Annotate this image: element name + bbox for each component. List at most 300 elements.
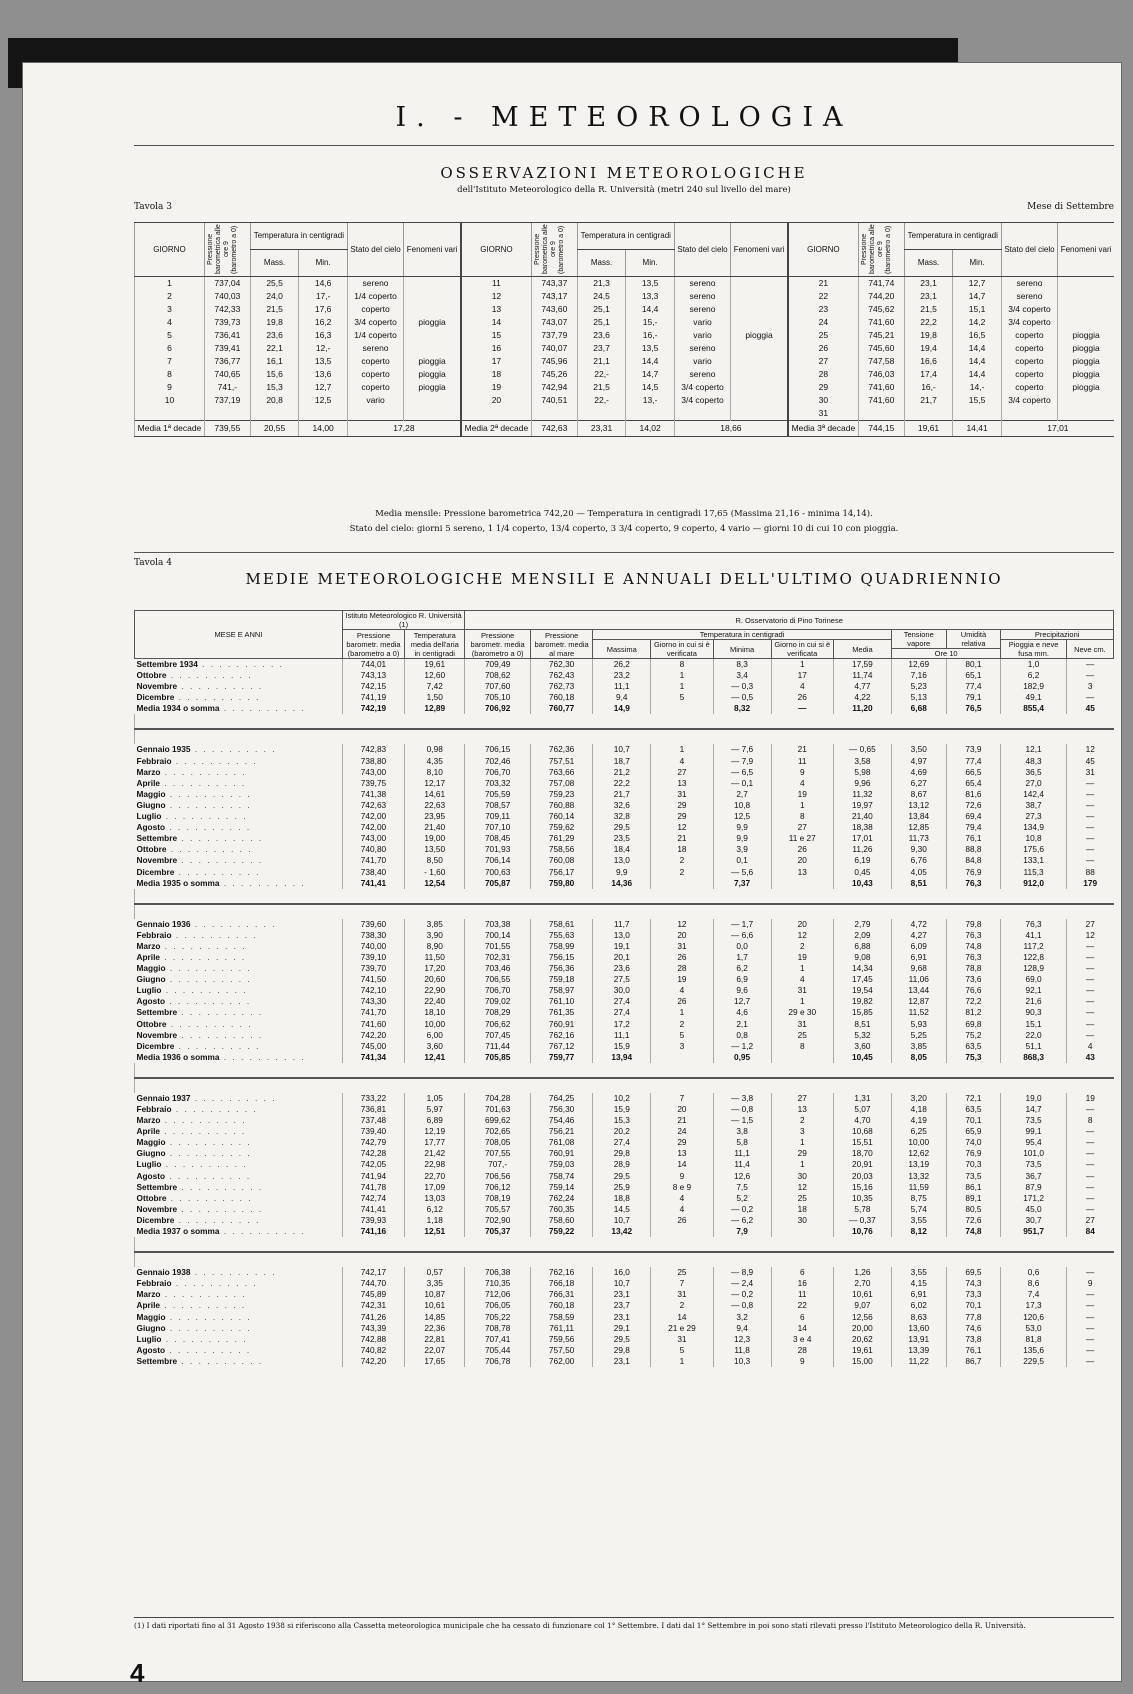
t4-cell: — bbox=[771, 703, 833, 714]
t4-cell: 758,74 bbox=[530, 1171, 592, 1182]
t4-cell: 3,85 bbox=[891, 1041, 946, 1052]
t3-row bbox=[135, 394, 1115, 407]
t4-cell: 8 bbox=[651, 659, 713, 671]
t4-cell: 31 bbox=[651, 1334, 713, 1345]
t4-cell: 703,46 bbox=[465, 963, 531, 974]
t4-row bbox=[135, 1193, 1114, 1204]
t4-month-cell bbox=[135, 800, 343, 811]
t3-avg-label: Media 2ª decade bbox=[461, 421, 531, 437]
t4-month-label: Dicembre bbox=[136, 1214, 175, 1225]
t4-cell: 758,56 bbox=[530, 844, 592, 855]
t4-cell: 142,4 bbox=[1001, 789, 1067, 800]
t3-cell: 14,4 bbox=[953, 342, 1002, 355]
t4-cell: 36,5 bbox=[1001, 767, 1067, 778]
t3-row bbox=[135, 342, 1115, 355]
t4-cell: 711,44 bbox=[465, 1041, 531, 1052]
t4-cell: 22 bbox=[771, 1300, 833, 1311]
t3-col-pressione bbox=[858, 223, 904, 277]
t4-cell: 759,03 bbox=[530, 1159, 592, 1170]
t4-month-cell bbox=[135, 1019, 343, 1030]
t4-cell: 1 bbox=[771, 800, 833, 811]
t4-cell: 11,7 bbox=[593, 919, 651, 930]
t4-month-cell bbox=[135, 1093, 343, 1104]
t4-cell: 2 bbox=[651, 1019, 713, 1030]
t4-month-label: Maggio bbox=[136, 788, 166, 799]
t4-cell: 761,08 bbox=[530, 1137, 592, 1148]
t4-month-cell bbox=[135, 941, 343, 952]
t4-group-separator bbox=[135, 714, 1114, 729]
t4-cell: — 0,2 bbox=[713, 1289, 771, 1300]
t4-leader-dots: . . . . . . . . . . bbox=[166, 1192, 253, 1203]
t4-cell: — 7,9 bbox=[713, 756, 771, 767]
t4-cell: 19 bbox=[651, 974, 713, 985]
t4-month-label: Maggio bbox=[136, 1311, 166, 1322]
t4-cell: 95,4 bbox=[1001, 1137, 1067, 1148]
t4-month-cell bbox=[135, 1226, 343, 1237]
t4-cell: 41,1 bbox=[1001, 930, 1067, 941]
t4-cell: 45 bbox=[1066, 703, 1113, 714]
table3-summary-1: Media mensile: Pressione barometrica 742,20 — Temperatura in centigradi 17,65 (Massima 21,16 - minima 14,14). bbox=[375, 509, 873, 519]
t3-cell: 745,60 bbox=[858, 342, 904, 355]
t3-cell: 745,21 bbox=[858, 329, 904, 342]
t4-cell: 4 bbox=[771, 974, 833, 985]
t4-cell: 6,27 bbox=[891, 778, 946, 789]
t4-cell: 4,27 bbox=[891, 930, 946, 941]
t4-cell: 4 bbox=[651, 1204, 713, 1215]
t4-cell: 706,56 bbox=[465, 1171, 531, 1182]
t4-leader-dots: . . . . . . . . . . bbox=[165, 1170, 252, 1181]
t4-month-cell bbox=[135, 1323, 343, 1334]
t4-cell: 21 bbox=[651, 1115, 713, 1126]
t4-cell: — bbox=[1066, 800, 1113, 811]
t3-cell: 25,1 bbox=[577, 303, 626, 316]
t3-cell: 9 bbox=[135, 381, 205, 394]
t3-avg-label: Media 3ª decade bbox=[788, 421, 858, 437]
t4-month-label: Ottobre bbox=[136, 844, 167, 855]
t4-month-label: Aprile bbox=[136, 1300, 161, 1311]
t4-cell: 8,67 bbox=[891, 789, 946, 800]
t4-cell: 9 bbox=[651, 1171, 713, 1182]
t3-avg-pressure: 744,15 bbox=[858, 421, 904, 437]
t4-cell: 65,1 bbox=[946, 670, 1001, 681]
t3-cell bbox=[953, 407, 1002, 421]
col-neve: Neve cm. bbox=[1066, 640, 1113, 659]
t4-cell: 1 bbox=[651, 1356, 713, 1367]
footnote: (1) I dati riportati fino al 31 Agosto 1938 si riferiscono alla Cassetta meteorologica municipale che ha cessato di funzionare col 1° Settembre. I dati dal 1° Settembre in poi sono stati rilevati presso l'Istituto Meteorologico della R. Università. bbox=[134, 1617, 1114, 1630]
t3-cell: 23,1 bbox=[904, 277, 953, 291]
t4-cell: 134,9 bbox=[1001, 822, 1067, 833]
t4-cell: 14,36 bbox=[593, 878, 651, 889]
t4-cell: 5,2 bbox=[713, 1193, 771, 1204]
t4-cell: 951,7 bbox=[1001, 1226, 1067, 1237]
t3-row bbox=[135, 407, 1115, 421]
t4-group-spacer bbox=[135, 904, 1114, 919]
t3-cell: vario bbox=[347, 394, 403, 407]
t4-cell: — bbox=[1066, 1312, 1113, 1323]
t3-cell: 19,8 bbox=[250, 316, 299, 329]
t4-cell: 8,3 bbox=[713, 659, 771, 671]
t4-cell: — bbox=[1066, 1019, 1113, 1030]
t4-row bbox=[135, 1104, 1114, 1115]
t3-cell bbox=[731, 368, 788, 381]
col-giorno-min: Giorno in cui si è verificata bbox=[771, 640, 833, 659]
t4-cell: 26 bbox=[651, 952, 713, 963]
t4-cell: 29 bbox=[651, 811, 713, 822]
t3-cell: 15 bbox=[461, 329, 531, 342]
t4-cell: 29,5 bbox=[593, 1334, 651, 1345]
t4-cell: 8 e 9 bbox=[651, 1182, 713, 1193]
t3-cell: pioggia bbox=[404, 368, 461, 381]
t4-group-spacer bbox=[135, 729, 1114, 744]
t4-cell: 19 bbox=[771, 952, 833, 963]
t3-cell bbox=[347, 407, 403, 421]
t4-leader-dots: . . . . . . . . . . bbox=[197, 659, 284, 669]
t3-cell: 22,1 bbox=[250, 342, 299, 355]
title-rule bbox=[134, 145, 1114, 146]
t4-cell: 704,28 bbox=[465, 1093, 531, 1104]
t4-month-cell bbox=[135, 692, 343, 703]
t4-month-cell bbox=[135, 1115, 343, 1126]
t4-cell: 86,7 bbox=[946, 1356, 1001, 1367]
t4-cell: 702,65 bbox=[465, 1126, 531, 1137]
t4-cell: 4,19 bbox=[891, 1115, 946, 1126]
t4-cell: 27 bbox=[651, 767, 713, 778]
t3-cell: 21,1 bbox=[577, 355, 626, 368]
t3-cell: 13,5 bbox=[299, 355, 348, 368]
t4-row bbox=[135, 1334, 1114, 1345]
t4-cell: 701,63 bbox=[465, 1104, 531, 1115]
t4-month-label: Luglio bbox=[136, 1333, 162, 1344]
t4-cell: 30,0 bbox=[593, 985, 651, 996]
table3-subtitle: dell'Istituto Meteorologico della R. Università (metri 240 sul livello del mare) bbox=[457, 185, 791, 195]
t4-cell: 7,4 bbox=[1001, 1289, 1067, 1300]
t4-cell: 1 bbox=[651, 1007, 713, 1018]
t4-leader-dots: . . . . . . . . . . bbox=[171, 755, 258, 766]
table3 bbox=[134, 222, 1114, 437]
t4-leader-dots: . . . . . . . . . . bbox=[177, 1355, 264, 1366]
t3-cell: coperto bbox=[1001, 368, 1057, 381]
t4-cell: 19,61 bbox=[833, 1345, 891, 1356]
t4-cell: 12,85 bbox=[891, 822, 946, 833]
t4-cell: 705,85 bbox=[465, 1052, 531, 1063]
t4-cell: 77,4 bbox=[946, 681, 1001, 692]
t4-cell: 706,55 bbox=[465, 974, 531, 985]
t4-cell: 76,3 bbox=[946, 930, 1001, 941]
t4-cell: — 0,65 bbox=[833, 744, 891, 755]
t4-row bbox=[135, 756, 1114, 767]
t4-cell: 12,19 bbox=[405, 1126, 465, 1137]
t4-month-label: Marzo bbox=[136, 1289, 161, 1300]
t4-cell: 7,16 bbox=[891, 670, 946, 681]
t3-cell: 3/4 coperto bbox=[674, 394, 730, 407]
t4-row bbox=[135, 681, 1114, 692]
t4-cell: — 0,1 bbox=[713, 778, 771, 789]
t4-cell: 741,19 bbox=[342, 692, 404, 703]
t4-cell: 15,85 bbox=[833, 1007, 891, 1018]
t4-cell: 5,32 bbox=[833, 1030, 891, 1041]
t4-row bbox=[135, 844, 1114, 855]
t3-cell: 741,60 bbox=[858, 394, 904, 407]
t4-cell: 18,38 bbox=[833, 822, 891, 833]
t4-cell: 72,6 bbox=[946, 800, 1001, 811]
t4-month-label: Gennaio 1938 bbox=[136, 1267, 191, 1278]
t4-cell: 699,62 bbox=[465, 1115, 531, 1126]
t3-cell: 741,74 bbox=[858, 277, 904, 291]
t4-month-label: Settembre bbox=[136, 833, 178, 844]
col-mese-anni: MESE E ANNI bbox=[135, 611, 343, 659]
t4-cell: 17,59 bbox=[833, 659, 891, 671]
t4-cell: 27,5 bbox=[593, 974, 651, 985]
t3-col-giorno: GIORNO bbox=[135, 223, 205, 277]
t4-cell: 6,76 bbox=[891, 855, 946, 866]
t3-avg-mean: 17,28 bbox=[347, 421, 461, 437]
t4-leader-dots: . . . . . . . . . . bbox=[177, 1203, 264, 1214]
t4-cell: 758,59 bbox=[530, 1312, 592, 1323]
t4-cell: 741,38 bbox=[342, 789, 404, 800]
t4-leader-dots: . . . . . . . . . . bbox=[190, 1092, 277, 1103]
t3-cell: sereno bbox=[674, 342, 730, 355]
t3-cell bbox=[299, 407, 348, 421]
t4-cell: 10,3 bbox=[713, 1356, 771, 1367]
t4-cell: — bbox=[1066, 1300, 1113, 1311]
t3-cell: coperto bbox=[1001, 355, 1057, 368]
t4-cell: — bbox=[1066, 833, 1113, 844]
t4-cell: 18,10 bbox=[405, 1007, 465, 1018]
t4-cell: — 0,2 bbox=[713, 1204, 771, 1215]
t4-leader-dots: . . . . . . . . . . bbox=[177, 1029, 264, 1040]
t4-cell: 87,9 bbox=[1001, 1182, 1067, 1193]
t4-cell: 19,54 bbox=[833, 985, 891, 996]
t4-cell: 741,16 bbox=[342, 1226, 404, 1237]
t4-cell: 14,9 bbox=[593, 703, 651, 714]
t3-cell bbox=[731, 381, 788, 394]
t4-cell: 86,1 bbox=[946, 1182, 1001, 1193]
t4-month-cell bbox=[135, 659, 343, 671]
t4-cell: 708,19 bbox=[465, 1193, 531, 1204]
t3-cell: 15,1 bbox=[953, 303, 1002, 316]
t4-month-cell bbox=[135, 1052, 343, 1063]
t4-cell: 8,50 bbox=[405, 855, 465, 866]
t4-cell: — bbox=[1066, 855, 1113, 866]
t4-cell: 701,93 bbox=[465, 844, 531, 855]
t4-row bbox=[135, 963, 1114, 974]
t4-cell: 706,62 bbox=[465, 1019, 531, 1030]
t4-cell: 20 bbox=[771, 855, 833, 866]
t4-cell: 708,29 bbox=[465, 1007, 531, 1018]
t4-group-separator bbox=[135, 1237, 1114, 1252]
t4-cell: — 6,5 bbox=[713, 767, 771, 778]
t3-cell bbox=[674, 407, 730, 421]
t4-cell: 10,7 bbox=[593, 1278, 651, 1289]
t4-cell: 706,70 bbox=[465, 985, 531, 996]
t4-leader-dots: . . . . . . . . . . bbox=[219, 1051, 306, 1062]
t4-cell: 12 bbox=[651, 822, 713, 833]
t3-cell: 14,2 bbox=[953, 316, 1002, 329]
t4-cell: 22,07 bbox=[405, 1345, 465, 1356]
t4-cell: 741,94 bbox=[342, 1171, 404, 1182]
t4-cell: 3 bbox=[1066, 681, 1113, 692]
t4-cell: 6,2 bbox=[1001, 670, 1067, 681]
t3-cell: 740,07 bbox=[531, 342, 577, 355]
col-istituto: Istituto Meteorologico R. Università (1) bbox=[342, 611, 465, 630]
t4-cell: 73,8 bbox=[946, 1334, 1001, 1345]
t4-cell: 15,9 bbox=[593, 1104, 651, 1115]
t4-cell: 92,1 bbox=[1001, 985, 1067, 996]
t4-cell: 70,3 bbox=[946, 1159, 1001, 1170]
col-pioggia: Pioggia e neve fusa mm. bbox=[1001, 640, 1067, 659]
t4-leader-dots: . . . . . . . . . . bbox=[190, 1267, 277, 1278]
t4-cell: 763,66 bbox=[530, 767, 592, 778]
t3-cell: 13,6 bbox=[299, 368, 348, 381]
t4-cell: 11,1 bbox=[593, 1030, 651, 1041]
t3-row bbox=[135, 277, 1115, 291]
t4-cell bbox=[651, 878, 713, 889]
t4-row bbox=[135, 1182, 1114, 1193]
t4-cell: 18,70 bbox=[833, 1148, 891, 1159]
t3-cell: vario bbox=[674, 329, 730, 342]
t4-cell: 13 bbox=[771, 867, 833, 878]
t3-cell bbox=[731, 316, 788, 329]
t4-cell: — bbox=[1066, 1267, 1113, 1278]
t4-cell: 76,9 bbox=[946, 1148, 1001, 1159]
t4-cell: 12,69 bbox=[891, 659, 946, 671]
t4-cell: 30 bbox=[771, 1171, 833, 1182]
t4-cell: 9,4 bbox=[593, 692, 651, 703]
t4-month-cell bbox=[135, 703, 343, 714]
t4-cell: 8,51 bbox=[891, 878, 946, 889]
t4-cell: 14 bbox=[771, 1323, 833, 1334]
t4-cell: 3 bbox=[651, 1041, 713, 1052]
t4-cell: 766,31 bbox=[530, 1289, 592, 1300]
t4-cell: 13,94 bbox=[593, 1052, 651, 1063]
t3-cell: 12 bbox=[461, 290, 531, 303]
t4-month-label: Media 1936 o somma bbox=[136, 1051, 220, 1062]
t4-cell: 45,0 bbox=[1001, 1204, 1067, 1215]
t4-cell: 9 bbox=[771, 1356, 833, 1367]
col-press-istituto: Pressione barometr. media (barometro a 0) bbox=[342, 630, 404, 659]
t4-cell: 179 bbox=[1066, 878, 1113, 889]
t4-cell: 128,9 bbox=[1001, 963, 1067, 974]
t4-cell: 10,8 bbox=[713, 800, 771, 811]
t4-cell: 31 bbox=[651, 1289, 713, 1300]
t3-cell: 25,1 bbox=[577, 316, 626, 329]
t4-cell: 12,41 bbox=[405, 1052, 465, 1063]
t4-cell: 703,38 bbox=[465, 919, 531, 930]
t3-cell: 3/4 coperto bbox=[347, 316, 403, 329]
t4-month-label: Febbraio bbox=[136, 1278, 172, 1289]
t4-cell: 700,63 bbox=[465, 867, 531, 878]
t4-cell: 19,82 bbox=[833, 996, 891, 1007]
t3-cell: 740,03 bbox=[204, 290, 250, 303]
t4-month-label: Luglio bbox=[136, 985, 162, 996]
t4-cell: — bbox=[1066, 1104, 1113, 1115]
t4-cell: 29,5 bbox=[593, 822, 651, 833]
t4-cell: — bbox=[1066, 1171, 1113, 1182]
t4-cell: 14 bbox=[651, 1312, 713, 1323]
t4-month-cell bbox=[135, 1345, 343, 1356]
t3-cell: 741,- bbox=[204, 381, 250, 394]
t4-cell: 73,9 bbox=[946, 744, 1001, 755]
t4-cell: 7 bbox=[651, 1093, 713, 1104]
t4-cell: 3,35 bbox=[405, 1278, 465, 1289]
t3-col-fenomeni: Fenomeni vari bbox=[1058, 223, 1114, 277]
t3-cell: 20,8 bbox=[250, 394, 299, 407]
t4-cell: 48,3 bbox=[1001, 756, 1067, 767]
t4-cell: — bbox=[1066, 974, 1113, 985]
t4-cell: 43 bbox=[1066, 1052, 1113, 1063]
t4-cell: — bbox=[1066, 670, 1113, 681]
t4-row bbox=[135, 985, 1114, 996]
col-temp-aria: Temperatura media dell'aria in centigradi bbox=[405, 630, 465, 659]
col-media: Media bbox=[833, 640, 891, 659]
t4-cell: 736,81 bbox=[342, 1104, 404, 1115]
t4-leader-dots: . . . . . . . . . . bbox=[177, 681, 264, 692]
t4-cell: 8,05 bbox=[891, 1052, 946, 1063]
t4-row bbox=[135, 811, 1114, 822]
t3-cell: 742,33 bbox=[204, 303, 250, 316]
t4-cell: — 0,37 bbox=[833, 1215, 891, 1226]
t4-cell: 708,57 bbox=[465, 800, 531, 811]
t3-cell: 13,5 bbox=[626, 277, 675, 291]
t3-cell: 24 bbox=[788, 316, 858, 329]
t4-cell: 21,2 bbox=[593, 767, 651, 778]
t4-cell: 25 bbox=[771, 1193, 833, 1204]
t4-cell: 4,15 bbox=[891, 1278, 946, 1289]
t4-cell: 9,68 bbox=[891, 963, 946, 974]
t4-cell: 9,9 bbox=[593, 867, 651, 878]
t4-cell: 760,18 bbox=[530, 1300, 592, 1311]
t4-cell: 0,8 bbox=[713, 1030, 771, 1041]
t4-month-cell bbox=[135, 1334, 343, 1345]
t4-cell: — bbox=[1066, 985, 1113, 996]
t4-cell: 81,6 bbox=[946, 789, 1001, 800]
t4-cell: 708,62 bbox=[465, 670, 531, 681]
t3-cell: 21,7 bbox=[904, 394, 953, 407]
t4-month-label: Dicembre bbox=[136, 1040, 175, 1051]
t3-cell bbox=[404, 277, 461, 291]
t4-cell: 3,4 bbox=[713, 670, 771, 681]
t3-cell: 3 bbox=[135, 303, 205, 316]
t4-cell: 706,15 bbox=[465, 744, 531, 755]
t4-cell: 84,8 bbox=[946, 855, 1001, 866]
t4-cell: 73,6 bbox=[946, 974, 1001, 985]
t4-leader-dots: . . . . . . . . . . bbox=[165, 963, 252, 974]
t3-avg-max: 20,55 bbox=[250, 421, 299, 437]
t4-cell: 20,2 bbox=[593, 1126, 651, 1137]
t4-cell: — 1,5 bbox=[713, 1115, 771, 1126]
t4-cell: 1 bbox=[651, 681, 713, 692]
t4-cell: 31 bbox=[651, 941, 713, 952]
t3-cell: 16,1 bbox=[250, 355, 299, 368]
t3-cell: 19,8 bbox=[904, 329, 953, 342]
t4-cell: 9,4 bbox=[713, 1323, 771, 1334]
t4-cell: 29,8 bbox=[593, 1345, 651, 1356]
t4-leader-dots: . . . . . . . . . . bbox=[160, 1115, 247, 1126]
t4-cell: 11,52 bbox=[891, 1007, 946, 1018]
t4-cell: 29,1 bbox=[593, 1323, 651, 1334]
t4-month-cell bbox=[135, 952, 343, 963]
t4-cell: 758,60 bbox=[530, 1215, 592, 1226]
t3-cell: 2 bbox=[135, 290, 205, 303]
t3-cell: 1/4 coperto bbox=[347, 329, 403, 342]
t4-cell: 21 e 29 bbox=[651, 1323, 713, 1334]
t4-cell: 705,37 bbox=[465, 1226, 531, 1237]
t3-avg-min: 14,41 bbox=[953, 421, 1002, 437]
t4-cell: 117,2 bbox=[1001, 941, 1067, 952]
t4-cell: 75,3 bbox=[946, 1052, 1001, 1063]
t4-cell: 741,70 bbox=[342, 855, 404, 866]
t4-cell: 10,68 bbox=[833, 1126, 891, 1137]
